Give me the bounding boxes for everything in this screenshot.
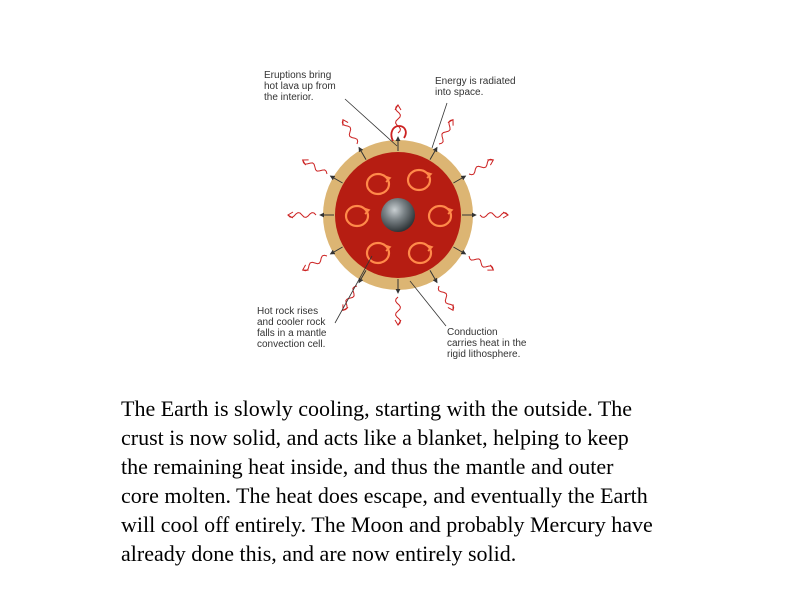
radiation-wave [303,160,327,174]
radiation-wave [469,256,493,270]
radiation-wave [343,286,357,310]
eruptions-label: Eruptions bring hot lava up from the interior. [264,70,336,103]
radiation-wave [396,105,401,133]
leader-line-conduction [410,281,446,326]
radiation-wave [438,286,453,310]
radiation-wave [469,159,493,174]
leader-line-energy [432,103,447,148]
energy-radiated-label: Energy is radiated into space. [435,76,516,98]
hot-rock-label: Hot rock rises and cooler rock falls in a mantle convection cell. [257,306,327,350]
radiation-wave [342,120,357,144]
leader-line-eruptions [345,99,397,146]
eruption-plume [391,126,405,141]
caption-text: The Earth is slowly cooling, starting with the outside. The crust is now solid, and acts like a blanket, helping to keep the remaining heat inside, and thus the mantle and outer core molten. The heat does escape, and eventually the Earth will cool off entirely. The Moon and probably Mercury have already done this, and are now entirely solid. [121,396,653,566]
radiation-wave [439,120,453,144]
radiation-wave [288,213,316,218]
conduction-label: Conduction carries heat in the rigid lithosphere. [447,327,527,360]
radiation-wave [480,213,508,218]
core [381,198,415,232]
radiation-wave [396,297,401,325]
radiation-wave [303,255,327,270]
